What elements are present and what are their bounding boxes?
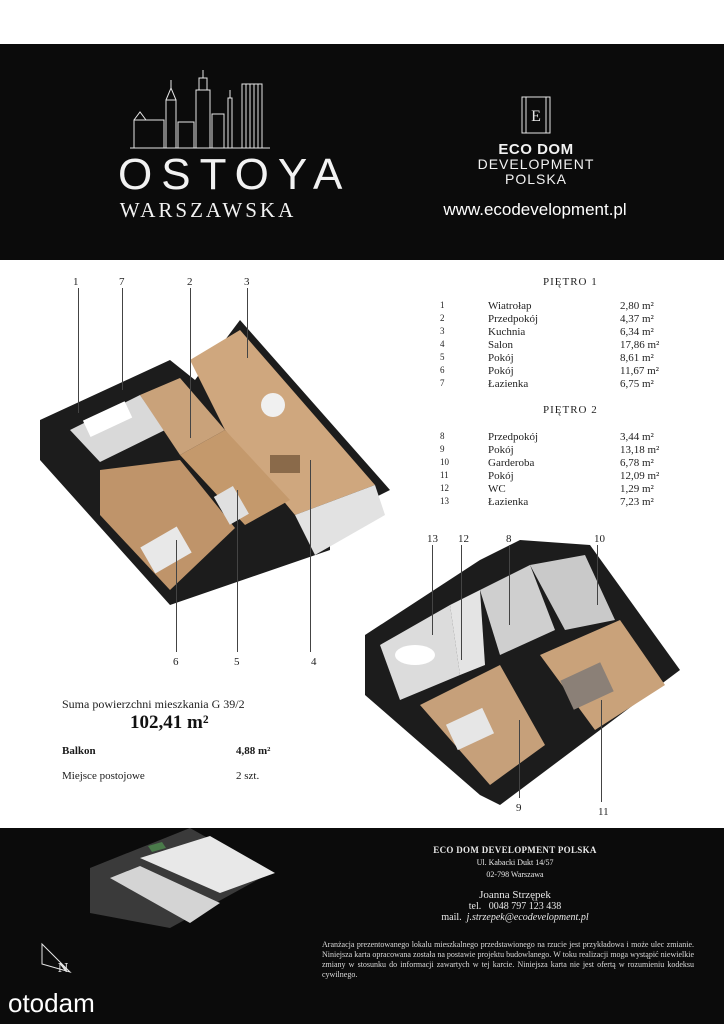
floor1-room-row — [440, 352, 680, 365]
room-number: 5 — [440, 352, 445, 362]
floor1-room-row — [440, 326, 680, 339]
project-subtitle: WARSZAWSKA — [119, 198, 297, 222]
company-street: Ul. Kabacki Dukt 14/57 — [476, 858, 554, 867]
room-number: 8 — [440, 431, 445, 441]
room-area: 7,23 m² — [620, 496, 654, 508]
eco-dom-logo-icon — [521, 96, 551, 134]
room-number: 7 — [440, 378, 445, 388]
developer-line3: POLSKA — [504, 171, 568, 187]
developer-line1: ECO DOM — [498, 141, 574, 158]
contact-phone[interactable] — [430, 901, 600, 912]
total-area-label: Suma powierzchni mieszkania G 39/2 — [62, 697, 245, 711]
contact-person: Joanna Strzępek — [479, 889, 551, 901]
room-name: Łazienka — [488, 378, 529, 390]
callout-line-9 — [519, 720, 520, 798]
mail-address[interactable]: j.strzepek@ecodevelopment.pl — [466, 912, 589, 923]
callout-12: 12 — [458, 533, 469, 545]
company-city: 02-798 Warszawa — [486, 870, 544, 879]
callout-11: 11 — [598, 806, 609, 818]
callout-1: 1 — [73, 276, 79, 288]
callout-2: 2 — [187, 276, 193, 288]
callout-line-5 — [237, 490, 238, 652]
room-name: Salon — [488, 339, 514, 351]
room-name: Przedpokój — [488, 431, 539, 443]
room-name: Pokój — [488, 444, 514, 456]
floor1-table — [270, 455, 300, 473]
room-number: 9 — [440, 444, 445, 454]
room-name: Garderoba — [488, 457, 535, 469]
room-area: 12,09 m² — [620, 470, 660, 482]
room-area: 8,61 m² — [620, 352, 654, 364]
room-number: 1 — [440, 300, 445, 310]
floor2-plan-illustration — [360, 535, 690, 815]
floor2-room-row — [440, 496, 680, 509]
room-name: Wiatrołap — [488, 300, 532, 312]
room-name: Pokój — [488, 470, 514, 482]
room-number: 6 — [440, 365, 445, 375]
floor1-dining-table — [261, 393, 285, 417]
balcony-value: 4,88 m² — [236, 745, 271, 757]
balcony-label: Balkon — [62, 745, 96, 757]
otodam-watermark: otodam — [8, 988, 95, 1018]
developer-line2: DEVELOPMENT — [477, 156, 595, 172]
room-area: 1,29 m² — [620, 483, 654, 495]
callout-8: 8 — [506, 533, 512, 545]
callout-7: 7 — [119, 276, 125, 288]
floor2-room-row — [440, 470, 680, 483]
website-link[interactable]: www.ecodevelopment.pl — [443, 200, 627, 219]
room-name: Łazienka — [488, 496, 529, 508]
floor1-room-row — [440, 365, 680, 378]
room-area: 11,67 m² — [620, 365, 659, 377]
contact-email[interactable] — [430, 912, 600, 923]
ostoya-skyline-logo — [130, 70, 270, 150]
room-number: 4 — [440, 339, 445, 349]
room-number: 13 — [440, 496, 449, 506]
callout-line-13 — [432, 545, 433, 635]
developer-name — [470, 142, 602, 187]
header-band — [0, 44, 724, 260]
floor1-room-row — [440, 300, 680, 313]
parking-label: Miejsce postojowe — [62, 770, 145, 782]
company-name: ECO DOM DEVELOPMENT POLSKA — [433, 845, 597, 855]
logo-letter: E — [531, 108, 541, 125]
project-title: OSTOYA — [118, 150, 352, 199]
floor2-bathtub — [395, 645, 435, 665]
callout-9: 9 — [516, 802, 522, 814]
callout-line-3 — [247, 288, 248, 358]
callout-line-8 — [509, 545, 510, 625]
callout-line-6 — [176, 540, 177, 652]
callout-line-1 — [78, 288, 79, 413]
room-area: 6,78 m² — [620, 457, 654, 469]
floor1-room-row — [440, 313, 680, 326]
mail-label: mail. — [441, 912, 462, 923]
room-area: 4,37 m² — [620, 313, 654, 325]
room-number: 3 — [440, 326, 445, 336]
floor2-heading: PIĘTRO 2 — [543, 404, 598, 416]
room-number: 11 — [440, 470, 449, 480]
callout-13: 13 — [427, 533, 438, 545]
callout-line-4 — [310, 460, 311, 652]
callout-6: 6 — [173, 656, 179, 668]
callout-10: 10 — [594, 533, 605, 545]
room-area: 17,86 m² — [620, 339, 660, 351]
room-number: 10 — [440, 457, 449, 467]
room-name: Pokój — [488, 352, 514, 364]
room-area: 6,34 m² — [620, 326, 654, 338]
floor1-room-row — [440, 378, 680, 391]
parking-value: 2 szt. — [236, 770, 260, 782]
callout-4: 4 — [311, 656, 317, 668]
room-name: WC — [488, 483, 506, 495]
room-number: 12 — [440, 483, 449, 493]
callout-line-10 — [597, 545, 598, 605]
legal-disclaimer: Aranżacja prezentowanego lokalu mieszkalnego przedstawionego na rzucie jest przykładowa i może ulec zmianie. Niniejsza karta opracowana została na postawie projektu budowlanego. W toku realizacji moga wystąpić niewielkie zmiany w stosunku do informacji zawartych w tej karcie. Niniejsza karta nie jest ofertą w rozumieniu kodeksu cywilnego. — [322, 940, 694, 979]
floor2-room-row — [440, 431, 680, 444]
north-arrow-icon — [38, 942, 74, 978]
room-name: Pokój — [488, 365, 514, 377]
callout-5: 5 — [234, 656, 240, 668]
contact-block — [430, 845, 600, 923]
callout-line-12 — [461, 545, 462, 660]
room-name: Kuchnia — [488, 326, 526, 338]
site-plan-illustration — [70, 828, 280, 938]
total-area-value: 102,41 m² — [130, 712, 209, 733]
tel-label: tel. — [468, 901, 482, 912]
floor1-heading: PIĘTRO 1 — [543, 276, 598, 288]
callout-3: 3 — [244, 276, 250, 288]
callout-line-2 — [190, 288, 191, 438]
floor2-room-row — [440, 444, 680, 457]
tel-number[interactable]: 0048 797 123 438 — [488, 901, 562, 912]
floor2-room-row — [440, 457, 680, 470]
floor2-room-row — [440, 483, 680, 496]
callout-line-11 — [601, 700, 602, 802]
room-name: Przedpokój — [488, 313, 539, 325]
floor1-room-row — [440, 339, 680, 352]
floor1-plan-illustration — [30, 300, 410, 620]
room-area: 13,18 m² — [620, 444, 660, 456]
room-area: 3,44 m² — [620, 431, 654, 443]
callout-line-7 — [122, 288, 123, 390]
room-number: 2 — [440, 313, 445, 323]
room-area: 6,75 m² — [620, 378, 654, 390]
north-label: N — [58, 961, 69, 976]
room-area: 2,80 m² — [620, 300, 654, 312]
